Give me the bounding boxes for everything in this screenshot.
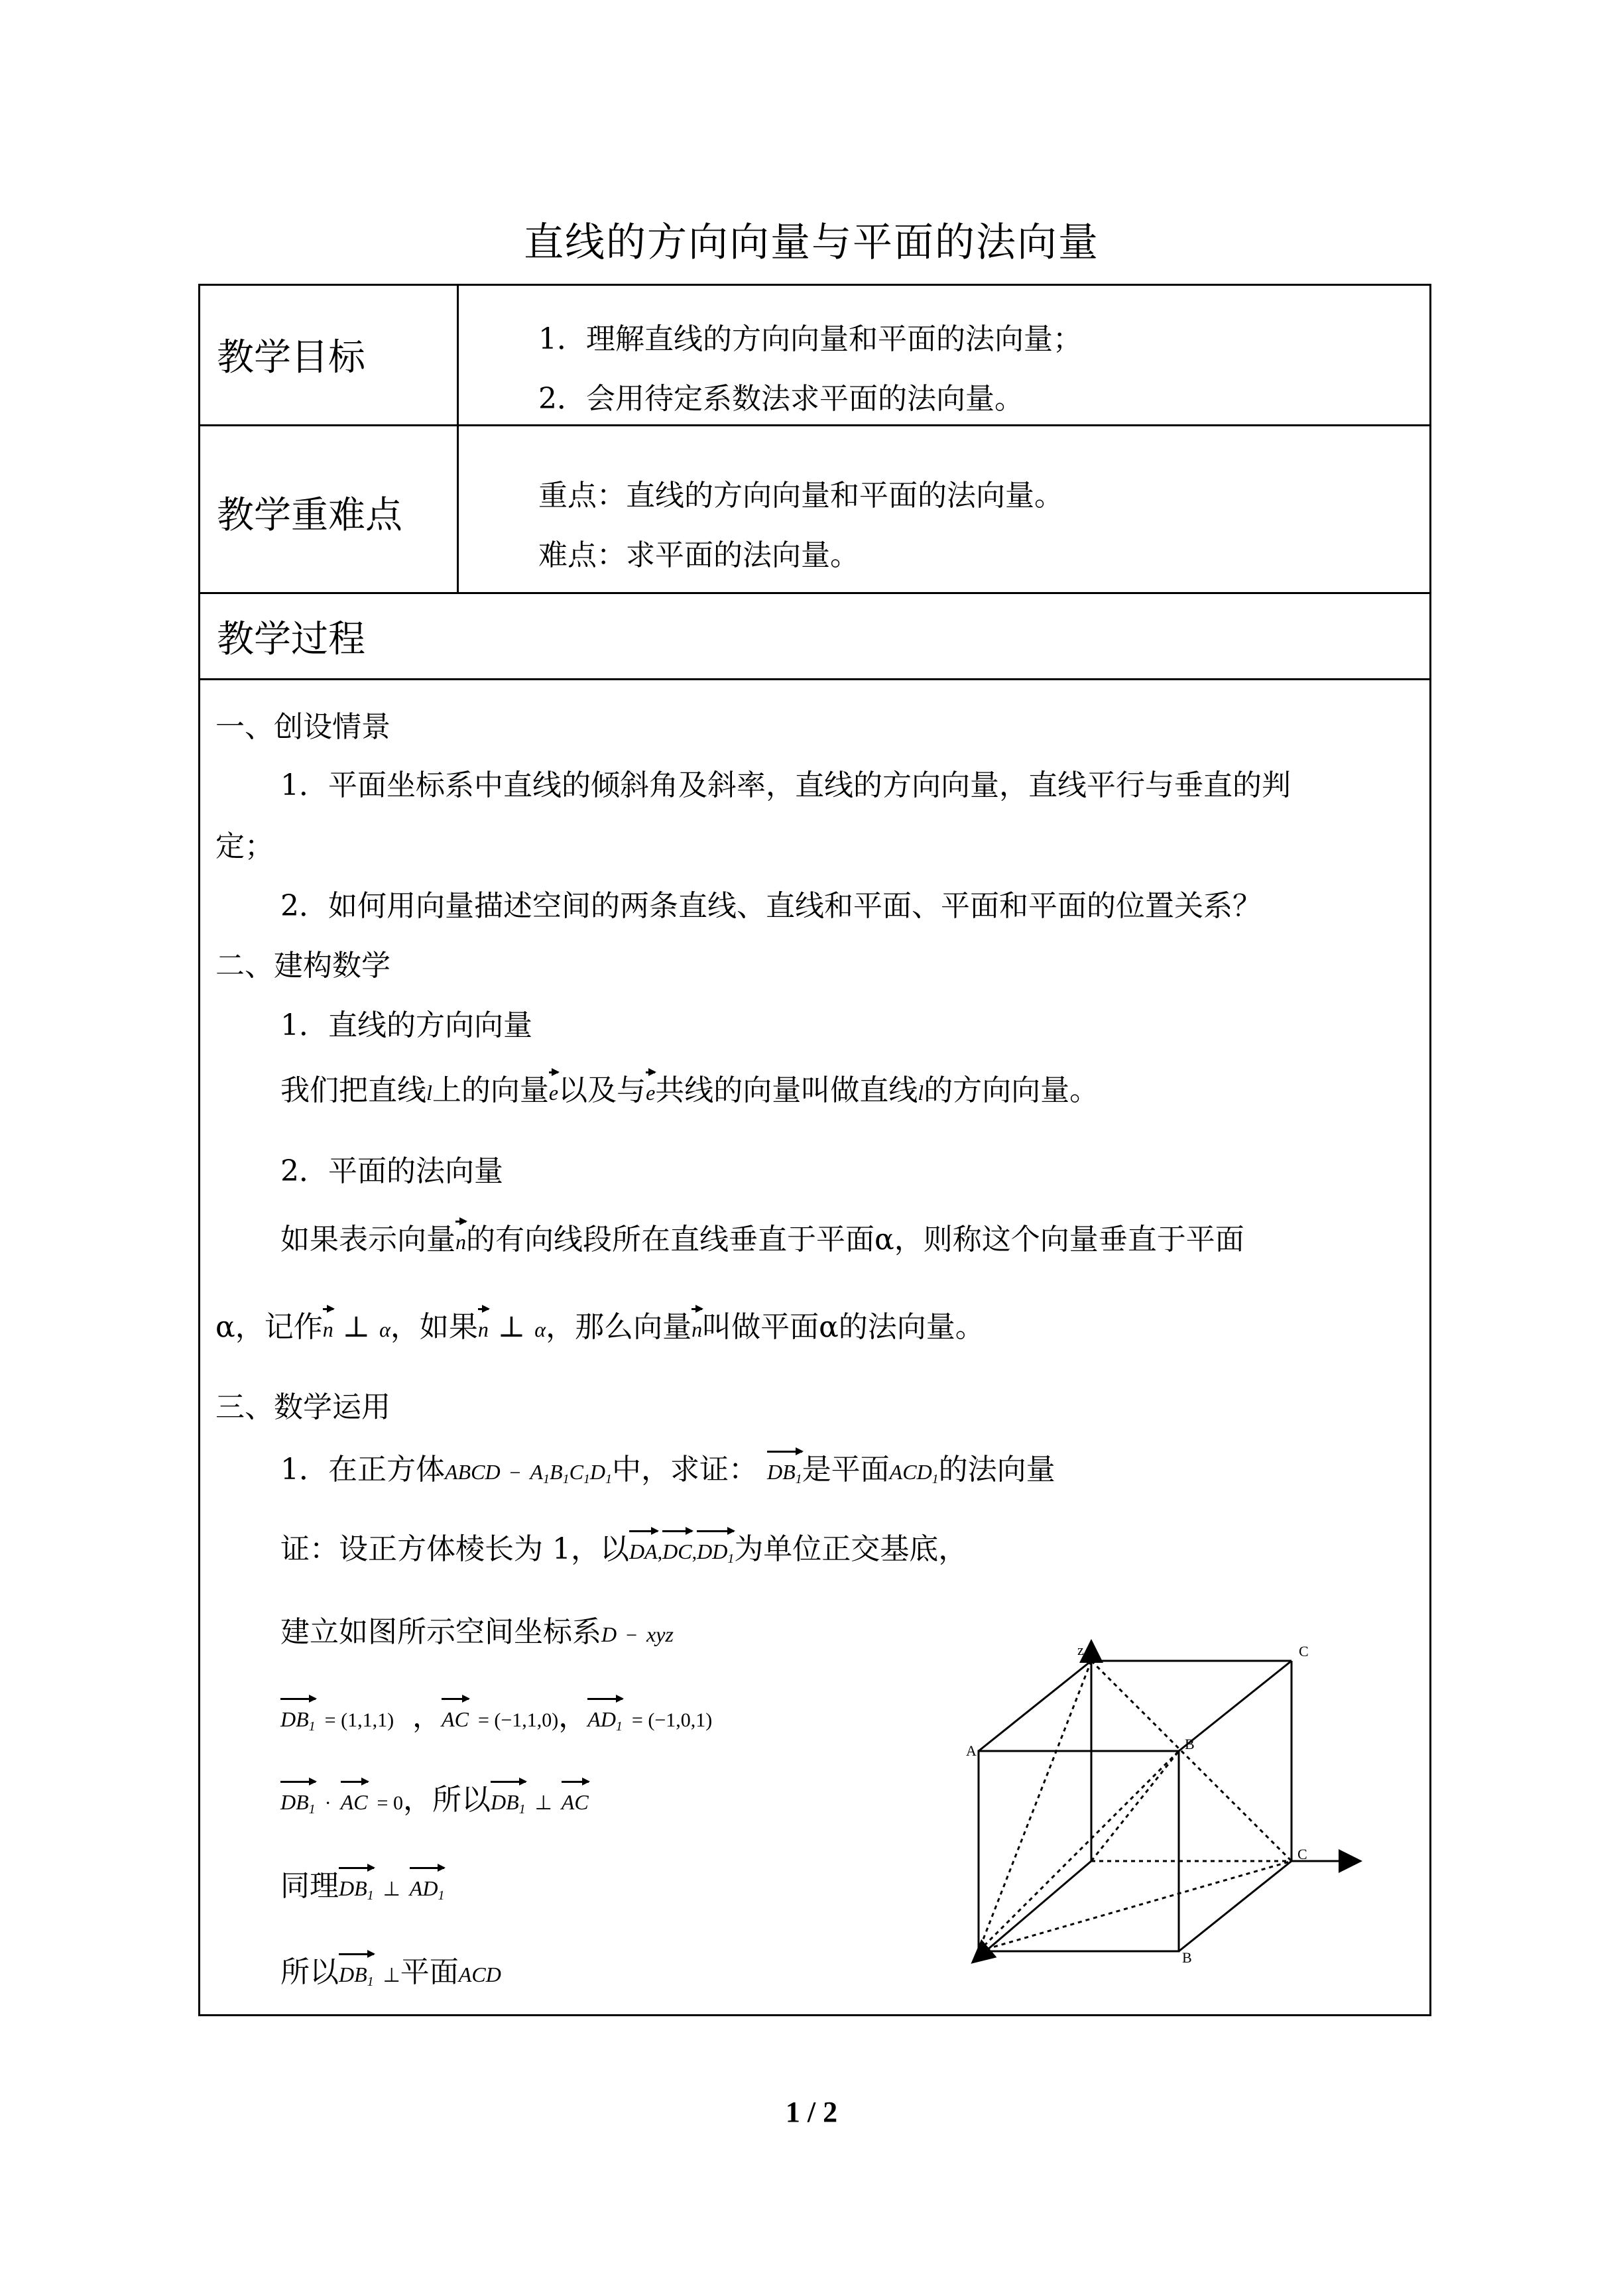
goals-label: 教学目标 <box>217 336 365 379</box>
proof-equation: $DB_1 = (1,1,1)$ ， AC = (−1,1,0)， $AD_1 = (-1,0,1)$ <box>280 1693 712 1735</box>
goal-item: 2．会用待定系数法求平面的法向量。 <box>538 382 1024 416</box>
direction-vector-definition: 我们把直线l上的向量 e以及与 e共线的向量叫做直线l的方向向量。 <box>280 1066 1099 1109</box>
figure-label: B <box>1185 1736 1195 1752</box>
keypoints-label: 教学重难点 <box>217 494 402 537</box>
example-statement: 1．在正方体ABCD − $A_1B_1C_1D_1$中，求证： $DB_1$是平面$ACD_1$的法向量 <box>280 1445 1055 1488</box>
goal-item: 1．理解直线的方向向量和平面的法向量； <box>538 322 1082 356</box>
diagonal <box>1091 1661 1292 1861</box>
cube-figure <box>908 1630 1438 1974</box>
keypoint-item: 重点：直线的方向向量和平面的法向量。 <box>538 479 1063 513</box>
figure-label: C <box>1297 1846 1307 1862</box>
paragraph: 2．如何用向量描述空间的两条直线、直线和平面、平面和平面的位置关系？ <box>280 889 1262 923</box>
subheading: 1．直线的方向向量 <box>280 1008 532 1042</box>
x-axis <box>974 1861 1091 1961</box>
subheading: 2．平面的法向量 <box>280 1154 503 1188</box>
proof-equation: $DB_1$ · AC = 0，所以 $DB_1$ ⊥ AC <box>280 1776 589 1818</box>
keypoint-item: 难点：求平面的法向量。 <box>538 538 859 572</box>
row-divider <box>198 592 1431 594</box>
proof-equation: 同理 $DB_1$ ⊥ $AD_1$ <box>280 1862 444 1904</box>
table-border-top <box>198 284 1431 286</box>
page-title: 直线的方向向量与平面的法向量 <box>524 219 1099 266</box>
figure-label: C <box>1299 1643 1309 1660</box>
table-border-left <box>198 284 200 2016</box>
paragraph: 1．平面坐标系中直线的倾斜角及斜率，直线的方向向量，直线平行与垂直的判 <box>280 768 1291 802</box>
proof-conclusion: 所以 $DB_1$ ⊥平面ACD <box>280 1948 501 1990</box>
proof-line: 证：设正方体棱长为 1，以 DA, DC, $DD_1$为单位正交基底， <box>280 1525 967 1567</box>
process-label: 教学过程 <box>217 618 365 661</box>
section-heading: 三、数学运用 <box>215 1390 391 1424</box>
diagonal <box>1091 1751 1179 1861</box>
lesson-table <box>198 284 1431 2016</box>
diagonal <box>979 1661 1091 1951</box>
cube-edge <box>1179 1861 1292 1951</box>
section-heading: 二、建构数学 <box>215 949 391 983</box>
section-heading: 一、创设情景 <box>215 710 391 744</box>
diagonal <box>979 1861 1292 1951</box>
page-number: 1 / 2 <box>785 2096 838 2128</box>
proof-line: 建立如图所示空间坐标系D − xyz <box>280 1615 674 1649</box>
cube-edge <box>1179 1661 1292 1751</box>
normal-vector-definition: α，记作 n ⊥ α，如果 n ⊥ α，那么向量 n叫做平面α的法向量。 <box>215 1303 985 1345</box>
figure-label: z <box>1077 1642 1084 1658</box>
column-divider <box>457 284 459 593</box>
figure-label: B <box>1182 1949 1192 1966</box>
paragraph: 定； <box>215 829 274 863</box>
row-divider <box>198 424 1431 426</box>
figure-label: A <box>966 1742 977 1759</box>
table-border-bottom <box>198 2014 1431 2016</box>
diagonal <box>979 1751 1179 1951</box>
normal-vector-definition: 如果表示向量 n的有向线段所在直线垂直于平面α，则称这个向量垂直于平面 <box>280 1215 1244 1258</box>
row-divider <box>198 678 1431 680</box>
